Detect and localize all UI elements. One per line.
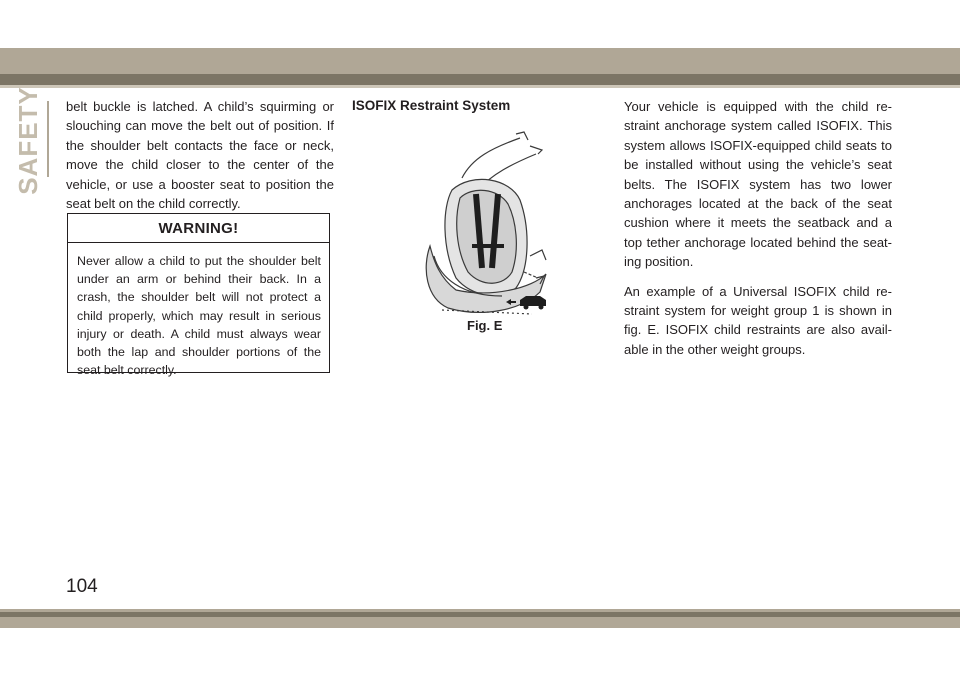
column-3 [624,97,892,369]
section-label-text: SAFETY [12,85,43,195]
child-seat-illustration [412,128,564,324]
header-band [0,48,960,74]
page-number: 104 [66,576,98,597]
section-rule [47,101,49,177]
column-1-paragraph: belt buckle is latched. A child’s squirming or slouching can move the belt out of position. If the shoulder belt contacts the face or neck, move the child closer to the center of the vehicle, or use a booster seat to position the seat belt on the child correctly. [66,99,334,212]
column-3-paragraph-1: Your vehicle is equipped with the child re-straint anchorage system called ISOFIX. This system allows ISOFIX-equipped child seats to be installed without using the vehicle’s seat belts. The ISOFIX system has two lower anchorages located at the back of the seat cushion where it meets the seatback and a top tether anchorage located behind the seat-ing position. [624,99,892,270]
figure-child-seat [412,128,564,324]
column-3-paragraph-2: An example of a Universal ISOFIX child re-straint system for weight group 1 is shown in fig. E. ISOFIX child restraints are also avail-able in the other weight groups. [624,283,892,357]
header-band-line [0,85,960,88]
section-heading: ISOFIX Restraint System [352,98,511,113]
warning-text: Never allow a child to put the shoulder belt under an arm or behind their back. In a crash, the shoulder belt will not protect a child properly, which may result in serious injury or death. A child must always wear both the lap and shoulder portions of the seat belt correctly. [77,254,321,378]
warning-box [67,213,330,378]
footer-band [0,617,960,628]
figure-caption: Fig. E [467,318,503,333]
section-label [10,85,46,195]
column-1 [66,97,334,213]
warning-title: WARNING! [68,214,329,243]
header-band-dark [0,74,960,85]
